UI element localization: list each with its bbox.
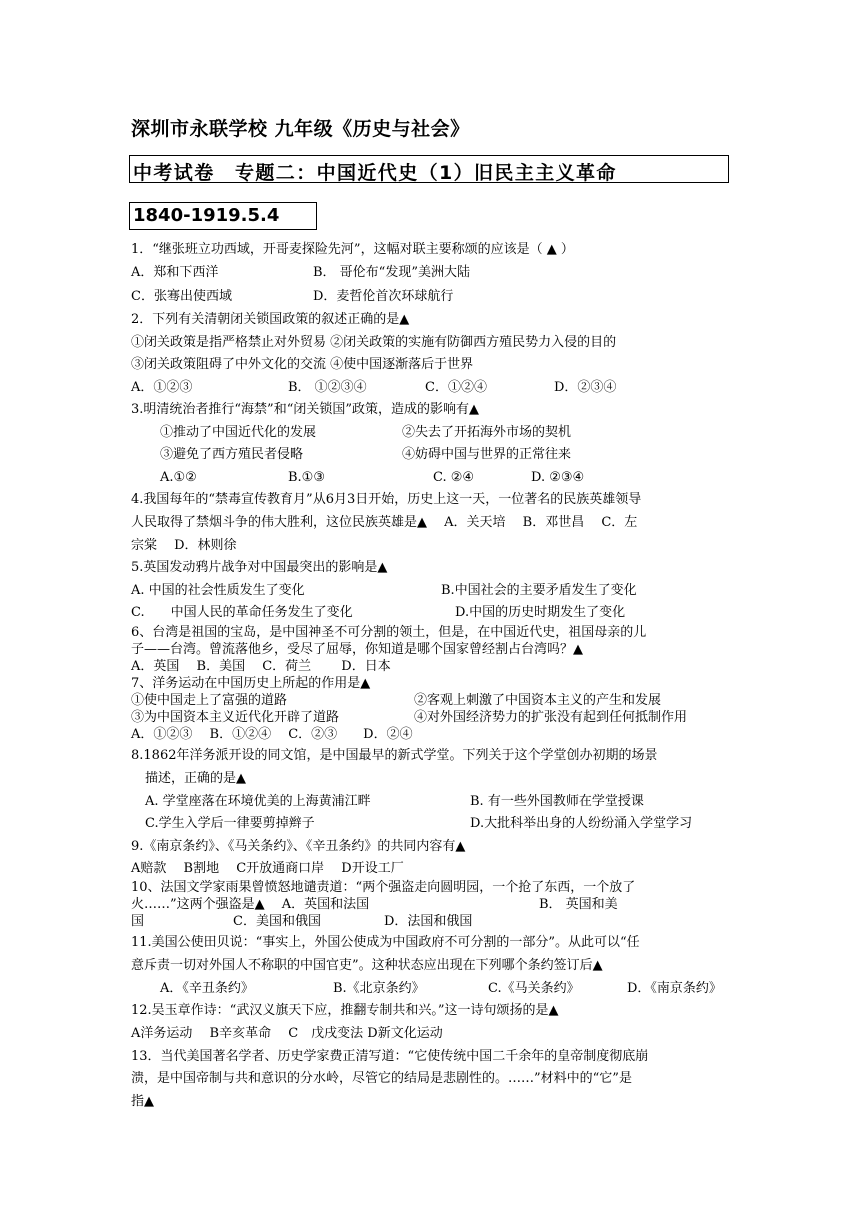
q6-options: A．英国 B．美国 C．荷兰 D．日本 xyxy=(131,659,391,674)
q3-statement-4: ④妨碍中国与世界的正常往来 xyxy=(402,447,572,462)
date-range: 1840-1919.5.4 xyxy=(133,205,280,226)
q3-statement-1: ①推动了中国近代化的发展 xyxy=(160,425,317,440)
question-13-line-3: 指▲ xyxy=(131,1094,154,1109)
question-13-line-1: 13．当代美国著名学者、历史学家费正清写道：“它使传统中国二千余年的皇帝制度彻底崩 xyxy=(131,1049,649,1064)
q5-option-b: B.中国社会的主要矛盾发生了变化 xyxy=(441,583,637,598)
q3-option-a: A.①② xyxy=(160,470,197,485)
q7-statement-1: ①使中国走上了富强的道路 xyxy=(131,693,288,708)
date-range-box xyxy=(129,202,317,230)
question-12: 12.吴玉章作诗：“武汉义旗天下应，推翻专制共和兴。”这一诗句颂扬的是▲ xyxy=(131,1003,559,1018)
q1-option-c: C．张骞出使西域 xyxy=(131,289,232,304)
q12-options: A洋务运动 B辛亥革命 C 戊戌变法 D新文化运动 xyxy=(131,1026,443,1041)
question-4-line-2: 人民取得了禁烟斗争的伟大胜利，这位民族英雄是▲ A．关天培 B．邓世昌 C．左 xyxy=(131,515,638,530)
question-3: 3.明清统治者推行“海禁”和“闭关锁国”政策，造成的影响有▲ xyxy=(131,402,479,417)
q7-statement-4: ④对外国经济势力的扩张没有起到任何抵制作用 xyxy=(414,710,688,725)
q2-option-c: C．①②④ xyxy=(425,380,487,395)
question-7: 7、洋务运动在中国历史上所起的作用是▲ xyxy=(131,676,371,691)
q8-option-a: A. 学堂座落在环境优美的上海黄浦江畔 xyxy=(145,794,371,809)
question-6-line-2: 子——台湾。曾流落他乡，受尽了屈辱，你知道是哪个国家曾经割占台湾吗？▲ xyxy=(131,642,583,657)
page-title: 深圳市永联学校 九年级《历史与社会》 xyxy=(131,118,470,140)
q11-option-c: C.《马关条约》 xyxy=(488,981,580,996)
q10-option-c: C．美国和俄国 xyxy=(233,914,321,929)
question-1: 1．“继张班立功西域，开哥麦探险先河”，这幅对联主要称颂的应该是（ ▲ ） xyxy=(131,242,574,257)
q3-statement-2: ②失去了开拓海外市场的契机 xyxy=(402,425,572,440)
q2-option-a: A．①②③ xyxy=(131,380,193,395)
q9-options: A赔款 B割地 C开放通商口岸 D开设工厂 xyxy=(131,861,404,876)
q7-statement-2: ②客观上刺激了中国资本主义的产生和发展 xyxy=(414,693,662,708)
q7-options: A．①②③ B．①②④ C．②③ D．②④ xyxy=(131,727,413,742)
q3-option-b: B.①③ xyxy=(288,470,325,485)
q2-option-d: D．②③④ xyxy=(554,380,617,395)
q10-option-b-continued: 国 xyxy=(131,914,145,929)
q5-option-a: A. 中国的社会性质发生了变化 xyxy=(131,583,305,598)
question-11-line-1: 11.美国公使田贝说：“事实上，外国公使成为中国政府不可分割的一部分”。从此可以“任 xyxy=(131,935,640,950)
q2-option-b: B． ①②③④ xyxy=(288,380,367,395)
question-9: 9.《南京条约》、《马关条约》、《辛丑条约》的共同内容有▲ xyxy=(131,839,466,854)
question-8-line-2: 描述，正确的是▲ xyxy=(145,771,246,786)
q8-option-b: B. 有一些外国教师在学堂授课 xyxy=(470,794,644,809)
question-4-line-3: 宗棠 D．林则徐 xyxy=(131,538,237,553)
question-10-line-2: 火……”这两个强盗是▲ A．英国和法国 xyxy=(131,897,370,912)
question-10-line-1: 10、法国文学家雨果曾愤怒地谴责道：“两个强盗走向圆明园，一个抢了东西，一个放了 xyxy=(131,880,636,895)
q8-option-d: D.大批科举出身的人纷纷涌入学堂学习 xyxy=(470,816,693,831)
q8-option-c: C.学生入学后一律要剪掉辫子 xyxy=(145,816,315,831)
q5-option-d: D.中国的历史时期发生了变化 xyxy=(455,605,626,620)
q1-option-a: A．郑和下西洋 xyxy=(131,265,219,280)
q2-statements-1: ①闭关政策是指严格禁止对外贸易 ②闭关政策的实施有防御西方殖民势力入侵的目的 xyxy=(131,335,617,350)
question-4-line-1: 4.我国每年的“禁毒宣传教育月”从6月3日开始，历史上这一天，一位著名的民族英雄领导 xyxy=(131,492,642,507)
q10-option-d: D．法国和俄国 xyxy=(384,914,473,929)
question-6-line-1: 6、台湾是祖国的宝岛，是中国神圣不可分割的领土，但是，在中国近代史，祖国母亲的儿 xyxy=(131,625,647,640)
q3-option-d: D. ②③④ xyxy=(531,470,585,485)
question-8-line-1: 8.1862年洋务派开设的同文馆，是中国最早的新式学堂。下列关于这个学堂创办初期的场景 xyxy=(131,748,658,763)
q1-option-d: D．麦哲伦首次环球航行 xyxy=(313,289,454,304)
q1-option-b: B． 哥伦布“发现”美洲大陆 xyxy=(313,265,470,280)
question-2: 2．下列有关清朝闭关锁国政策的叙述正确的是▲ xyxy=(131,312,410,327)
q10-option-b: B． 英国和美 xyxy=(539,897,618,912)
q2-statements-2: ③闭关政策阻碍了中外文化的交流 ④使中国逐渐落后于世界 xyxy=(131,357,474,372)
q7-statement-3: ③为中国资本主义近代化开辟了道路 xyxy=(131,710,340,725)
question-11-line-2: 意斥责一切对外国人不称职的中国官吏”。这种状态应出现在下列哪个条约签订后▲ xyxy=(131,958,603,973)
q3-option-c: C. ②④ xyxy=(433,470,475,485)
q5-option-c: C. 中国人民的革命任务发生了变化 xyxy=(131,605,353,620)
q11-option-d: D．《南京条约》 xyxy=(627,981,722,996)
q11-option-a: A．《辛丑条约》 xyxy=(160,981,254,996)
q11-option-b: B.《北京条约》 xyxy=(333,981,425,996)
q3-statement-3: ③避免了西方殖民者侵略 xyxy=(160,447,304,462)
question-5: 5.英国发动鸦片战争对中国最突出的影响是▲ xyxy=(131,560,388,575)
topic-box xyxy=(129,155,729,183)
question-13-line-2: 溃，是中国帝制与共和意识的分水岭，尽管它的结局是悲剧性的。……”材料中的“它”是 xyxy=(131,1071,632,1086)
topic-heading: 中考试卷 专题二：中国近代史（1）旧民主主义革命 xyxy=(133,162,617,184)
